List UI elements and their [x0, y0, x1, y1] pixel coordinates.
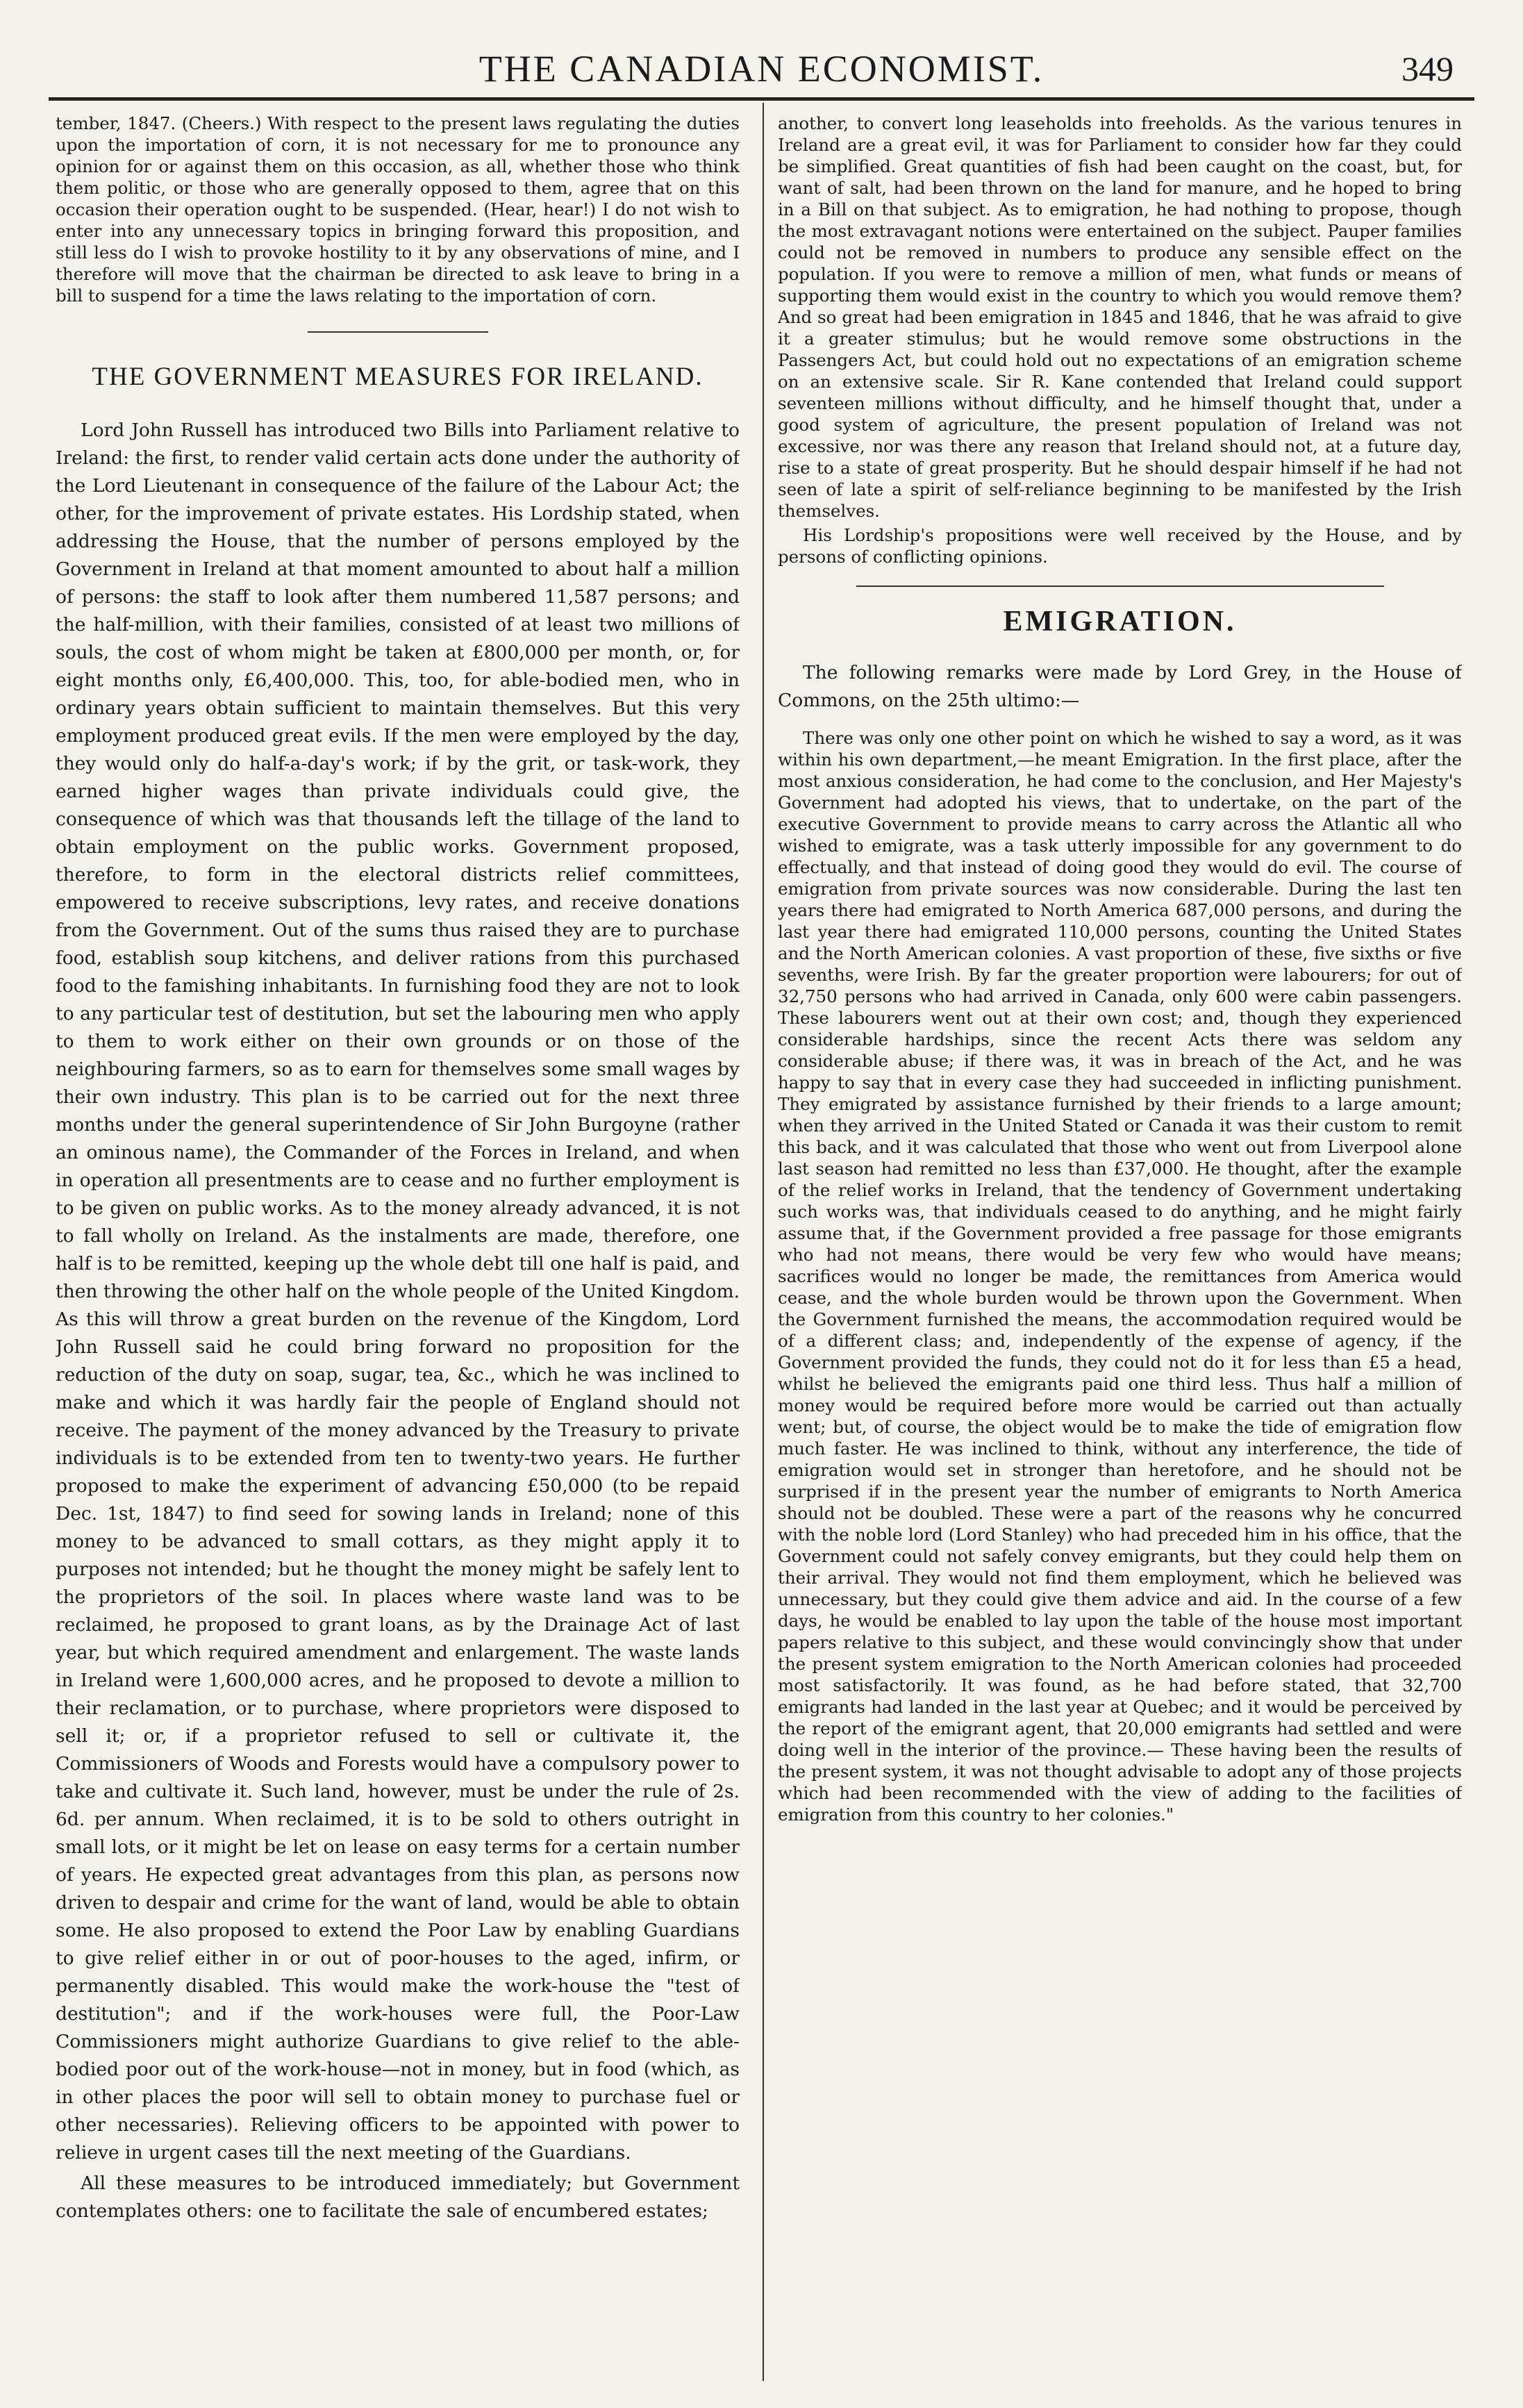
left-column	[56, 113, 740, 2377]
page-header	[49, 28, 1474, 101]
divider-rule	[308, 331, 488, 333]
right-column	[778, 113, 1462, 2377]
section-title-emigration: EMIGRATION.	[1003, 606, 1237, 638]
ireland-measures-paragraph: Lord John Russell has introduced two Bills into Parliament relative to Ireland: the first, to render valid certain acts done under the authority of the Lord Lieutenant in consequence of the failure of the Labour Act; the other, for the improvement of private estates. His Lordship stated, when addressing the House, that the number of persons employed by the Government in Ireland at that moment amounted to about half a million of persons: the staff to look after them numbered 11,587 persons; and the half-million, with their families, consisted of at least two millions of souls, the cost of whom might be taken at £800,000 per month, or, for eight months only, £6,400,000. This, too, for able-bodied men, who in ordinary years obtain sufficient to maintain themselves. But this very employment produced great evils. If the men were employed by the day, they would only do half-a-day's work; if by the grit, or task-work, they earned higher wages than private individuals could give, the consequence of which was that thousands left the tillage of the land to obtain employment on the public works. Government proposed, therefore, to form in the electoral districts relief committees, empowered to receive subscriptions, levy rates, and receive donations from the Government. Out of the sums thus raised they are to purchase food, establish soup kitchens, and deliver rations from this purchased food to the famishing inhabitants. In furnishing food they are not to look to any particular test of destitution, but set the labouring men who apply to them to work either on their own grounds or on those of the neighbouring farmers, so as to earn for themselves some small wages by their own industry. This plan is to be carried out for the next three months under the general superintendence of Sir John Burgoyne (rather an ominous name), the Commander of the Forces in Ireland, and when in operation all presentments are to cease and no further employment is to be given on public works. As to the money already advanced, it is not to fall wholly on Ireland. As the instalments are made, therefore, one half is to be remitted, keeping up the whole debt till one half is paid, and then throwing the other half on the whole people of the United Kingdom. As this will throw a great burden on the revenue of the Kingdom, Lord John Russell said he could bring forward no proposition for the reduction of the duty on soap, sugar, tea, &c., which he was inclined to make and which it was hardly fair the people of England should not receive. The payment of the money advanced by the Treasury to private individuals is to be extended from ten to twenty-two years. He further proposed to make the experiment of advancing £50,000 (to be repaid Dec. 1st, 1847) to find seed for sowing lands in Ireland; none of this money to be advanced to small cottars, as they might apply it to purposes not intended; but he thought the money might be safely lent to the proprietors of the soil. In places where waste land was to be reclaimed, he proposed to grant loans, as by the Drainage Act of last year, but which required amendment and enlargement. The waste lands in Ireland were 1,600,000 acres, and he proposed to devote a million to their reclamation, or to purchase, where proprietors were disposed to sell it; or, if a proprietor refused to sell or cultivate it, the Commissioners of Woods and Forests would have a compulsory power to take and cultivate it. Such land, however, must be under the rule of 2s. 6d. per annum. When reclaimed, it is to be sold to others outright in small lots, or it might be let on lease on easy terms for a certain number of years. He expected great advantages from this plan, as persons now driven to despair and crime for the want of land, would be able to obtain some. He also proposed to extend the Poor Law by enabling Guardians to give relief either in or out of poor-houses to the aged, infirm, or permanently disabled. This would make the work-house the "test of destitution"; and if the work-houses were full, the Poor-Law Commissioners might authorize Guardians to give relief to the able-bodied poor out of the work-house—not in money, but in food (which, as in other places the poor will sell to obtain money to purchase fuel or other necessaries). Relieving officers to be appointed with power to relieve in urgent cases till the next meeting of the Guardians.	[56, 420, 740, 2164]
header-rule	[49, 97, 1474, 101]
ireland-continuation-paragraph: another, to convert long leaseholds into freeholds. As the various tenures in Ireland are a great evil, it was for Parliament to consider how far they could be simplified. Great quantities of fish had been caught on the coast, but, for want of salt, had been thrown on the land for manure, and he hoped to bring in a Bill on that subject. As to emigration, he had nothing to propose, though the most extravagant notions were entertained on the subject. Pauper families could not be removed in numbers to produce any sensible effect on the population. If you were to remove a million of men, what funds or means of supporting them would exist in the country to which you would remove them? And so great had been emigration in 1845 and 1846, that he was afraid to give it a greater stimulus; but he would remove some obstructions in the Passengers Act, but could hold out no expectations of an emigration scheme on an extensive scale. Sir R. Kane contended that Ireland could support seventeen millions without difficulty, and he himself thought that, under a good system of agriculture, the present population of Ireland was not excessive, nor was there any reason that Ireland should not, at a future day, rise to a state of great prosperity. But he should despair himself if he had not seen of late a spirit of self-reliance beginning to be manifested by the Irish themselves.	[778, 113, 1462, 521]
section-title-ireland: THE GOVERNMENT MEASURES FOR IRELAND.	[92, 363, 704, 391]
newspaper-page	[49, 28, 1474, 2382]
corn-laws-speech-end: tember, 1847. (Cheers.) With respect to the present laws regulating the duties upon the importation of corn, it is not necessary for me to pronounce any opinion for or against them on this occasion, as all, whether those who think them politic, or those who are generally opposed to them, agree that on this occasion their operation ought to be suspended. (Hear, hear!) I do not wish to enter into any unnecessary topics in bringing forward this proposition, and still less do I wish to provoke hostility to it by any observations of mine, and I therefore will move that the chairman be directed to ask leave to bring in a bill to suspend for a time the laws relating to the importation of corn.	[56, 113, 740, 306]
page-title: THE CANADIAN ECONOMIST.	[478, 48, 1045, 90]
emigration-body-paragraph: There was only one other point on which he wished to say a word, as it was within his own department,—he meant Emigration. In the first place, after the most anxious consideration, he had come to the conclusion, and Her Majesty's Government had adopted his views, that to undertake, on the part of the executive Government to provide means to carry across the Atlantic all who wished to emigrate, was a task utterly impossible for any government to do effectually, and that instead of doing good they would do evil. The course of emigration from private sources was now considerable. During the last ten years there had emigrated to North America 687,000 persons, and during the last year there had emigrated 110,000 persons, counting the United States and the North American colonies. A vast proportion of these, five sixths or five sevenths, were Irish. By far the greater proportion were labourers; for out of 32,750 persons who had arrived in Canada, only 600 were cabin passengers. These labourers went out at their own cost; and, though they experienced considerable hardships, since the recent Acts there was seldom any considerable abuse; if there was, it was in breach of the Act, and he was happy to say that in every case they had succeeded in inflicting punishment. They emigrated by assistance furnished by their friends to a large amount; when they arrived in the United Stated or Canada it was their custom to remit this back, and it was calculated that those who went out from Liverpool alone last season had remitted no less than £37,000. He thought, after the example of the relief works in Ireland, that the tendency of Government undertaking such works was, that individuals ceased to do anything, and he might fairly assume that, if the Government provided a free passage for those emigrants who had not means, there would be very few who would have means; sacrifices would no longer be made, the remittances from America would cease, and the whole burden would be thrown upon the Government. When the Government furnished the means, the accommodation required would be of a different class; and, independently of the expense of agency, if the Government provided the funds, they could not do it for less than £5 a head, whilst he believed the emigrants paid one third less. Thus half a million of money would be required before more would be carried out than actually went; but, of course, the object would be to make the tide of emigration flow much faster. He was inclined to think, without any interference, the tide of emigration would set in stronger than heretofore, and he should not be surprised if in the present year the number of emigrants to North America should not be doubled. These were a part of the reasons why he concurred with the noble lord (Lord Stanley) who had preceded him in his office, that the Government could not safely convey emigrants, but they could help them on their arrival. They would not find them employment, which he believed was unnecessary, but they could give them advice and aid. In the course of a few days, he would be enabled to lay upon the table of the house most important papers relative to this subject, and these would convincingly show that under the present system emigration to the North American colonies had proceeded most satisfactorily. It was found, as he had before stated, that 32,700 emigrants had landed in the last year at Quebec; and it would be perceived by the report of the emigrant agent, that 20,000 emigrants had settled and were doing well in the interior of the province.— These having been the results of the present system, it was not thought advisable to adopt any of those projects which had been recommended with the view of adding to the facilities of emigration from this country to her colonies."	[778, 728, 1462, 1825]
ireland-closing-paragraph: His Lordship's propositions were well received by the House, and by persons of conflicting opinions.	[778, 525, 1462, 567]
column-divider	[763, 103, 764, 2381]
emigration-intro-paragraph: The following remarks were made by Lord Grey, in the House of Commons, on the 25th ultimo:—	[778, 662, 1462, 711]
divider-rule	[856, 586, 1384, 587]
page-number: 349	[1401, 49, 1454, 88]
ireland-measures-paragraph-2: All these measures to be introduced immediately; but Government contemplates others: one to facilitate the sale of encumbered estates;	[56, 2173, 740, 2222]
